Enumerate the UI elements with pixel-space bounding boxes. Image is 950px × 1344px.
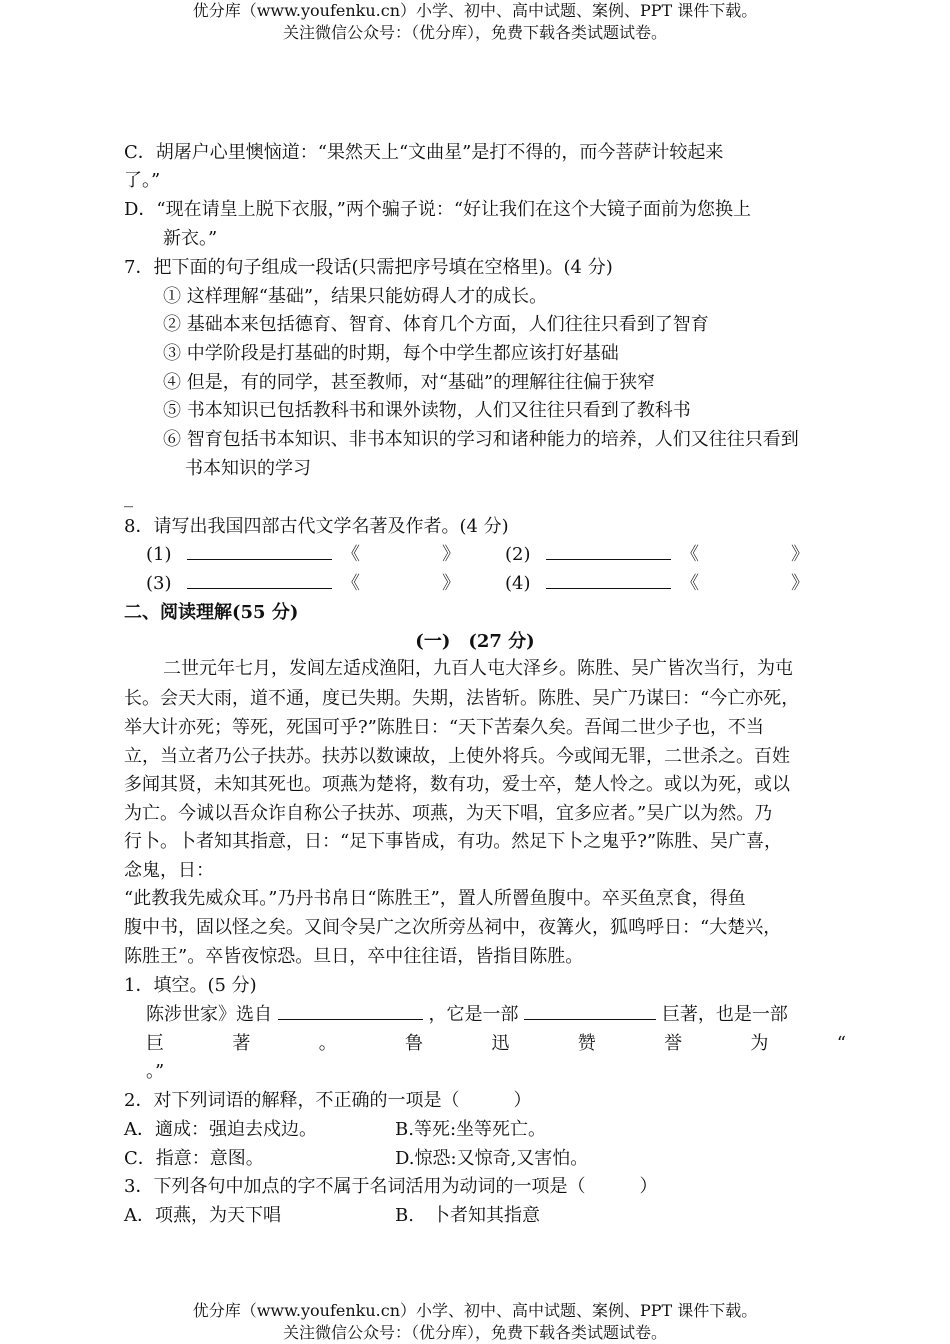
passage-line-3: 举大计亦死；等死，死国可乎?”陈胜日：“天下苦秦久矣。吾闻二世少子也，不当 (124, 717, 765, 738)
page-header (0, 0, 950, 44)
q8-label-2: (2) (505, 544, 531, 565)
q8-label-4: (4) (505, 573, 531, 594)
q6-option-d-line2: 新衣。” (163, 228, 218, 249)
q8-close-mark-1: 》 (442, 544, 460, 565)
r3-option-b: B. 卜者知其指意 (395, 1205, 540, 1226)
q7-item-6-continued: 书本知识的学习 (185, 458, 311, 479)
r3-stem: 3．下列各句中加点的字不属于名词活用为动词的一项是（ ） (124, 1176, 658, 1197)
passage-line-8: 念鬼，日： (124, 860, 214, 881)
q8-row-2 (505, 541, 815, 569)
r1-char-9: “ (836, 1033, 846, 1054)
q8-author-blank-2[interactable] (546, 541, 671, 560)
header-line-2: 关注微信公众号：（优分库），免费下载各类试题试卷。 (282, 23, 667, 42)
r1-part-1: 陈涉世家》选自 (146, 1004, 272, 1025)
r2-stem: 2．对下列词语的解释，不正确的一项是（ ） (124, 1090, 532, 1111)
q7-answer-mark: _ (124, 487, 133, 508)
q6-option-d-line1: D．“现在请皇上脱下衣服，”两个骗子说：“好让我们在这个大镜子面前为您换上 (124, 199, 752, 220)
passage-line-2: 长。会天大雨，道不通，度已失期。失期，法皆斩。陈胜、吴广乃谋曰：“今亡亦死， (124, 688, 800, 709)
r1-char-1: 巨 (146, 1033, 164, 1054)
r1-fill-line (146, 1001, 788, 1029)
q8-label-1: (1) (146, 544, 172, 565)
passage-line-4: 立，当立者乃公子扶苏。扶苏以数谏故，上使外将兵。今或闻无罪，二世杀之。百姓 (124, 746, 790, 767)
q8-row-3 (146, 570, 486, 598)
r2-option-d: D.惊恐:又惊奇,又害怕。 (395, 1148, 589, 1169)
q7-item-3: ③ 中学阶段是打基础的时期，每个中学生都应该打好基础 (163, 343, 619, 364)
r1-char-5: 迅 (491, 1033, 510, 1054)
r1-char-2: 著 (232, 1033, 251, 1054)
q8-open-mark-2: 《 (680, 544, 699, 565)
q7-stem: 7．把下面的句子组成一段话(只需把序号填在空格里)。(4 分) (124, 257, 613, 278)
r1-char-6: 赞 (577, 1033, 596, 1054)
r1-genre-blank[interactable] (524, 1001, 656, 1020)
r1-spaced-line (146, 1030, 846, 1058)
q7-item-4: ④ 但是，有的同学，甚至教师，对“基础”的理解往往偏于狭窄 (163, 372, 656, 393)
r2-option-b: B.等死:坐等死亡。 (395, 1119, 547, 1140)
r2-option-c: C．指意：意图。 (124, 1148, 264, 1169)
section-2-sub-title: (一) (27 分) (415, 631, 535, 652)
section-2-title: 二、阅读理解(55 分) (124, 602, 299, 623)
q8-open-mark-4: 《 (680, 573, 699, 594)
r1-char-4: 鲁 (405, 1033, 424, 1054)
q7-item-2: ② 基础本来包括德育、智育、体育几个方面，人们往往只看到了智育 (163, 314, 709, 335)
q8-author-blank-1[interactable] (187, 541, 332, 560)
footer-line-1: 优分库（www.youfenku.cn）小学、初中、高中试题、案例、PPT 课件下载。 (192, 1301, 758, 1320)
passage-line-6: 为亡。今诚以吾众诈自称公子扶苏、项燕，为天下唱，宜多应者。”吴广以为然。乃 (124, 803, 773, 824)
q8-open-mark-1: 《 (341, 544, 360, 565)
passage-line-5: 多闻其贤，未知其死也。项燕为楚将，数有功，爱士卒，楚人怜之。或以为死，或以 (124, 774, 790, 795)
r3-option-a: A．项燕，为天下唱 (124, 1205, 281, 1226)
passage-line-9: “此教我先威众耳。”乃丹书帛日“陈胜王”，置人所罾鱼腹中。卒买鱼烹食，得鱼 (124, 888, 746, 909)
header-line-1: 优分库（www.youfenku.cn）小学、初中、高中试题、案例、PPT 课件下载。 (192, 1, 758, 20)
r1-char-8: 为 (750, 1033, 769, 1054)
passage-line-10: 腹中书，固以怪之矣。又间令吴广之次所旁丛祠中，夜篝火，狐鸣呼日：“大楚兴， (124, 917, 782, 938)
passage-line-11: 陈胜王”。卒皆夜惊恐。旦日，卒中往往语，皆指目陈胜。 (124, 946, 584, 967)
q8-stem: 8．请写出我国四部古代文学名著及作者。(4 分) (124, 516, 509, 537)
q8-row-4 (505, 570, 815, 598)
r1-char-7: 誉 (664, 1033, 683, 1054)
q7-item-5: ⑤ 书本知识已包括教科书和课外读物，人们又往往只看到了教科书 (163, 400, 691, 421)
footer-line-2: 关注微信公众号：（优分库），免费下载各类试题试卷。 (282, 1323, 667, 1342)
r1-part-2: ，它是一部 (428, 1004, 519, 1025)
r1-tail: 。” (146, 1061, 165, 1082)
passage-line-7: 行卜。卜者知其指意，日：“足下事皆成，有功。然足下卜之鬼乎?”陈胜、吴广喜， (124, 831, 783, 852)
q8-author-blank-3[interactable] (187, 570, 332, 589)
q6-option-c-line1: C．胡屠户心里懊恼道：“果然天上“文曲星”是打不得的，而今菩萨计较起来 (124, 142, 724, 163)
r1-source-blank[interactable] (278, 1001, 423, 1020)
r2-option-a: A．適成：强迫去戍边。 (124, 1119, 317, 1140)
q6-option-c-line2: 了。” (124, 170, 161, 191)
q8-row-1 (146, 541, 486, 569)
q8-open-mark-3: 《 (341, 573, 360, 594)
q8-close-mark-3: 》 (442, 573, 460, 594)
r1-part-3: 巨著，也是一部 (661, 1004, 788, 1025)
q8-close-mark-4: 》 (791, 573, 809, 594)
r1-stem: 1．填空。(5 分) (124, 975, 257, 996)
r1-char-3: 。 (318, 1033, 337, 1054)
q7-item-6: ⑥ 智育包括书本知识、非书本知识的学习和诸种能力的培养，人们又往往只看到 (163, 429, 799, 450)
q8-author-blank-4[interactable] (546, 570, 671, 589)
q7-item-1: ① 这样理解“基础”，结果只能妨碍人才的成长。 (163, 286, 548, 307)
q8-label-3: (3) (146, 573, 172, 594)
q8-close-mark-2: 》 (791, 544, 809, 565)
passage-line-1: 二世元年七月，发闾左适戍渔阳，九百人屯大泽乡。陈胜、吴广皆次当行，为屯 (163, 658, 793, 679)
page-footer (0, 1300, 950, 1344)
